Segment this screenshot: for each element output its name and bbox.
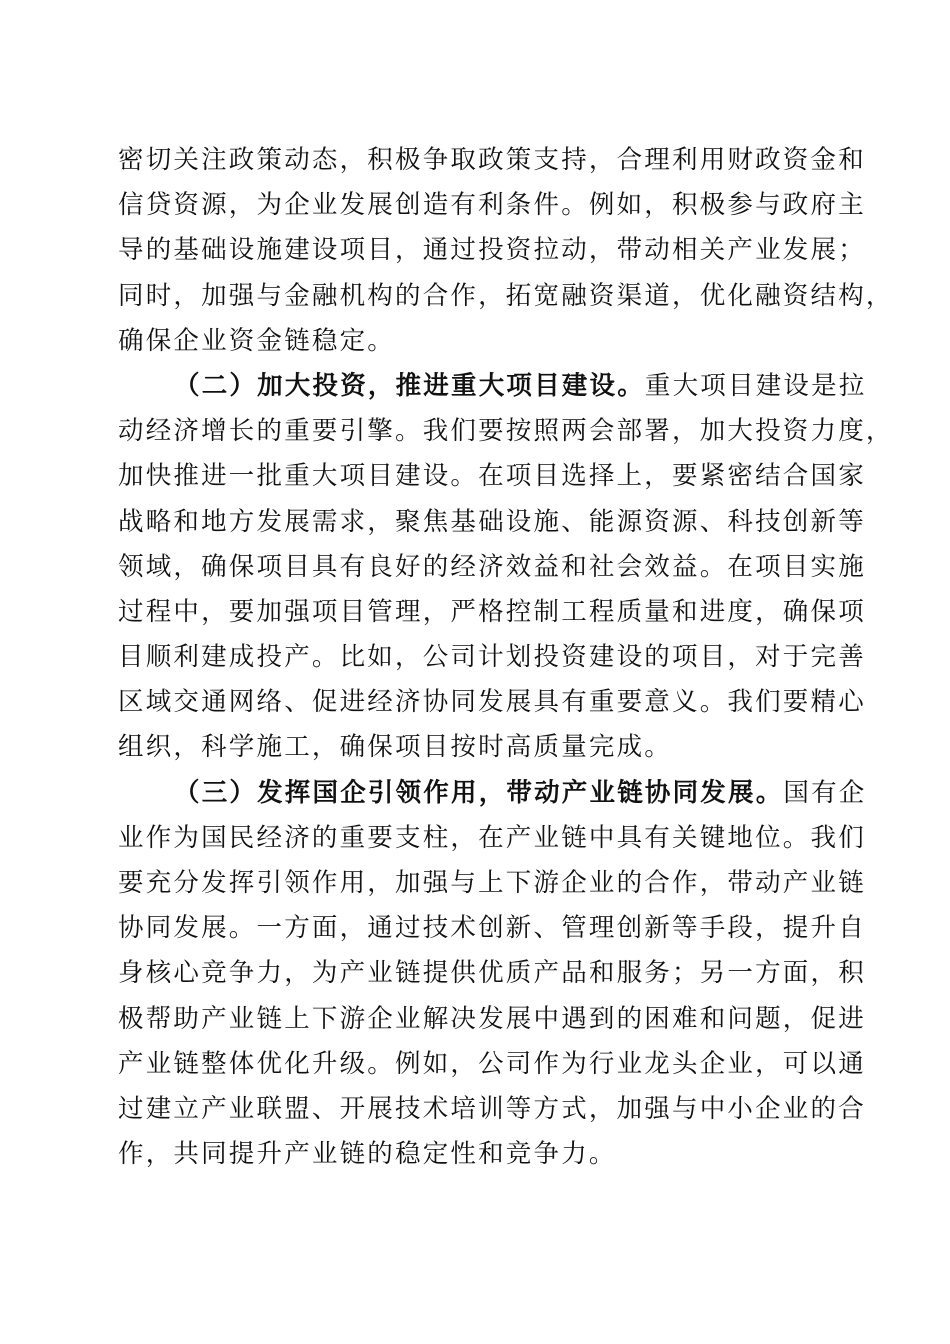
text-line: 组织，科学施工，确保项目按时高质量完成。	[118, 732, 673, 763]
text-line: 区域交通网络、促进经济协同发展具有重要意义。我们要精心	[118, 687, 866, 718]
section-heading: （三）发挥国企引领作用，带动产业链协同发展。	[174, 777, 784, 808]
text-line: 协同发展。一方面，通过技术创新、管理创新等手段，提升自	[118, 913, 866, 944]
text-run: 重大项目建设是拉	[644, 370, 867, 401]
text-line: 作，共同提升产业链的稳定性和竞争力。	[118, 1139, 617, 1170]
text-line: 加快推进一批重大项目建设。在项目选择上，要紧密结合国家	[118, 461, 866, 492]
text-line: 过程中，要加强项目管理，严格控制工程质量和进度，确保项	[118, 596, 866, 627]
text-line: 过建立产业联盟、开展技术培训等方式，加强与中小企业的合	[118, 1093, 866, 1124]
text-run: 国有企	[783, 777, 867, 808]
section-heading: （二）加大投资，推进重大项目建设。	[174, 370, 645, 401]
text-line: 领域，确保项目具有良好的经济效益和社会效益。在项目实施	[118, 551, 866, 582]
text-line: 同时，加强与金融机构的合作，拓宽融资渠道，优化融资结构，	[118, 280, 894, 311]
text-line: 身核心竞争力，为产业链提供优质产品和服务；另一方面，积	[118, 958, 866, 989]
text-line: 导的基础设施建设项目，通过投资拉动，带动相关产业发展；	[118, 235, 866, 266]
text-line: 目顺利建成投产。比如，公司计划投资建设的项目，对于完善	[118, 642, 866, 673]
paragraph-1	[118, 138, 894, 364]
text-line: 密切关注政策动态，积极争取政策支持，合理利用财政资金和	[118, 145, 866, 175]
text-line: 战略和地方发展需求，聚焦基础设施、能源资源、科技创新等	[118, 506, 866, 537]
text-line-first	[118, 364, 867, 409]
text-line: 确保企业资金链稳定。	[118, 325, 396, 356]
text-line: 动经济增长的重要引擎。我们要按照两会部署，加大投资力度，	[118, 416, 894, 447]
text-line: 极帮助产业链上下游企业解决发展中遇到的困难和问题，促进	[118, 1003, 866, 1034]
text-line: 要充分发挥引领作用，加强与上下游企业的合作，带动产业链	[118, 868, 866, 898]
paragraph-2	[118, 364, 894, 771]
text-line: 产业链整体优化升级。例如，公司作为行业龙头企业，可以通	[118, 1048, 866, 1079]
text-line: 业作为国民经济的重要支柱，在产业链中具有关键地位。我们	[118, 822, 866, 853]
text-line-first	[118, 771, 867, 816]
document-page	[118, 138, 894, 1177]
text-line: 信贷资源，为企业发展创造有利条件。例如，积极参与政府主	[118, 190, 866, 221]
paragraph-3	[118, 771, 867, 1178]
